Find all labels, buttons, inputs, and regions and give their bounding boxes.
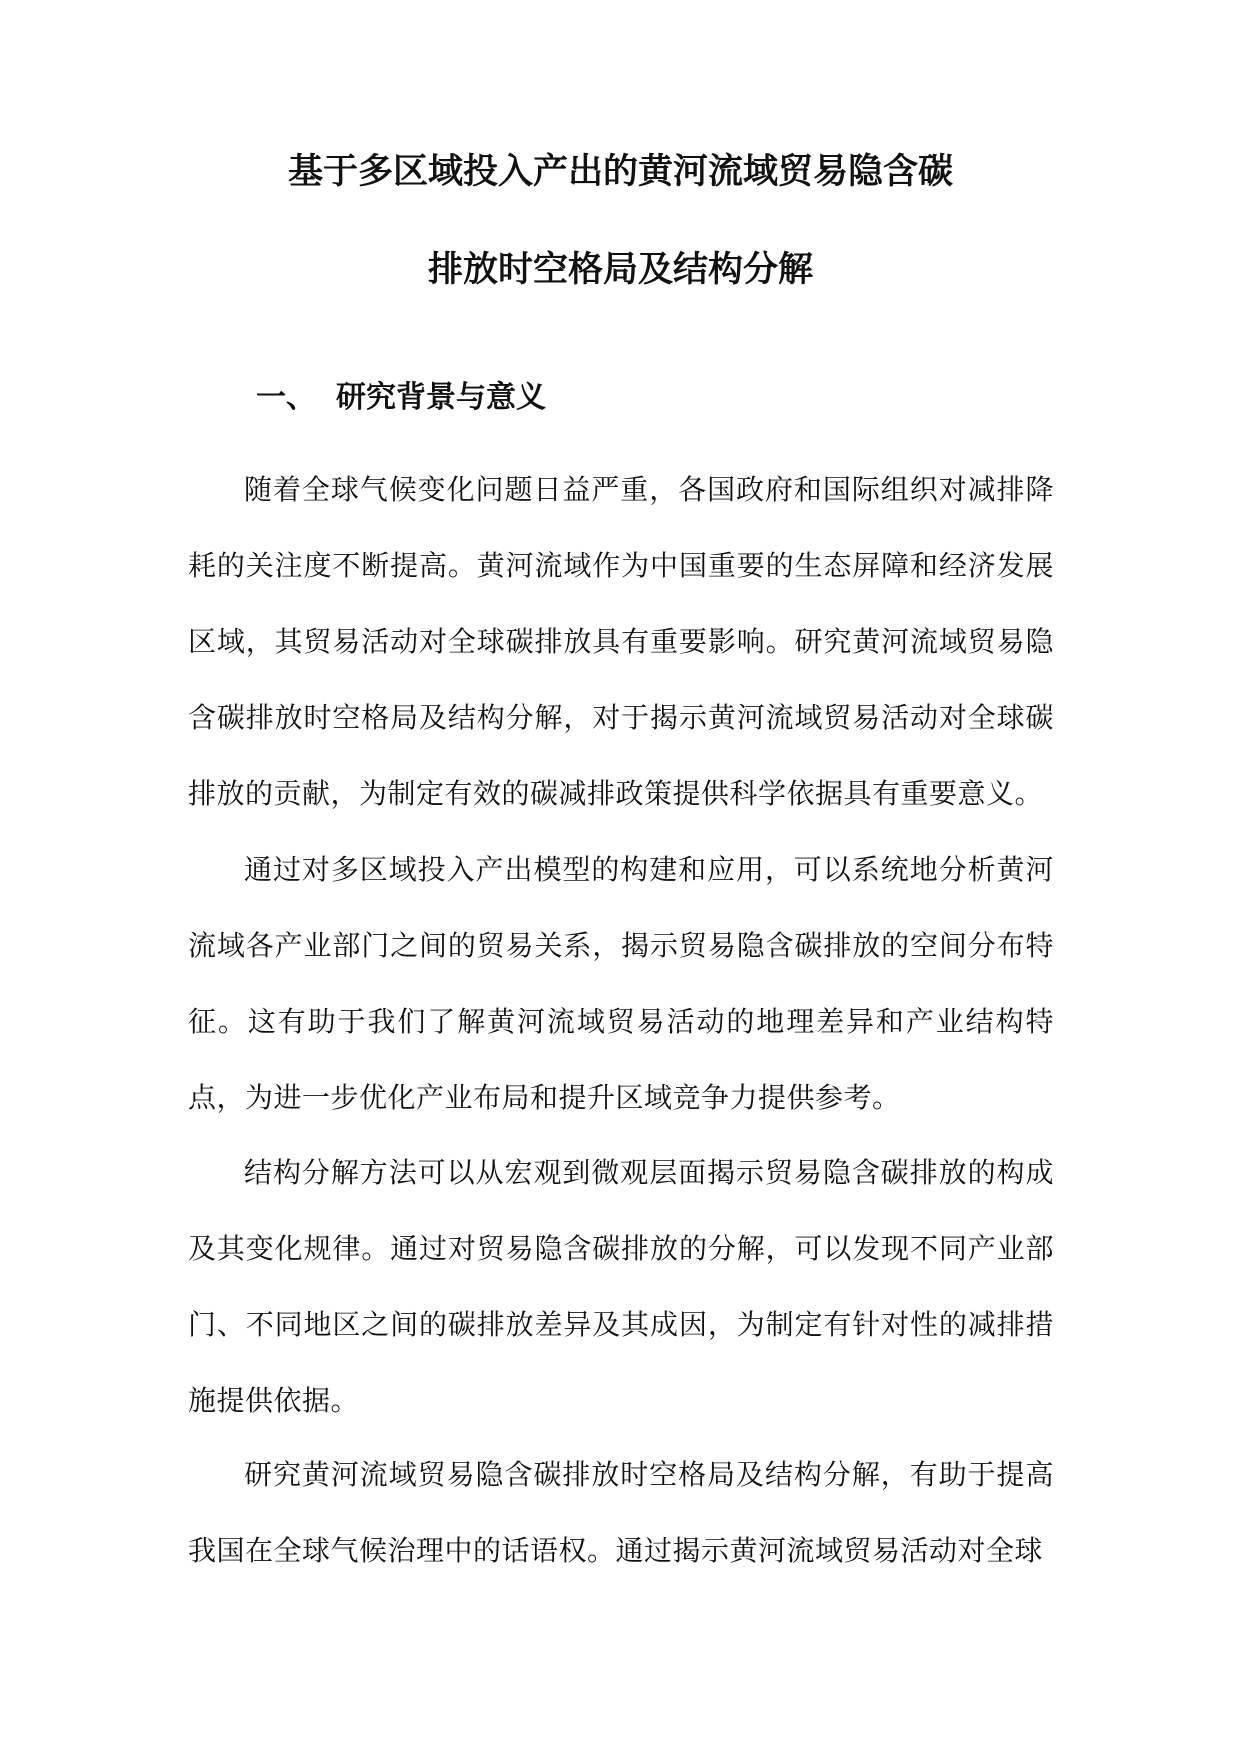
paragraph-3: 结构分解方法可以从宏观到微观层面揭示贸易隐含碳排放的构成及其变化规律。通过对贸易隐含碳排放的分解，可以发现不同产业部门、不同地区之间的碳排放差异及其成因，为制定有针对性的减排措施提供依据。 [188,1156,1054,1417]
paragraph-2: 通过对多区域投入产出模型的构建和应用，可以系统地分析黄河流域各产业部门之间的贸易关系，揭示贸易隐含碳排放的空间分布特征。这有助于我们了解黄河流域贸易活动的地理差异和产业结构特点，为进一步优化产业布局和提升区域竞争力提供参考。 [188,853,1054,1114]
section-heading [256,378,546,418]
document-title-line-1: 基于多区域投入产出的黄河流域贸易隐含碳 [287,152,953,192]
document-title-line-2: 排放时空格局及结构分解 [427,250,813,290]
paragraph-1: 随着全球气候变化问题日益严重，各国政府和国际组织对减排降耗的关注度不断提高。黄河流域作为中国重要的生态屏障和经济发展区域，其贸易活动对全球碳排放具有重要影响。研究黄河流域贸易隐含碳排放时空格局及结构分解，对于揭示黄河流域贸易活动对全球碳排放的贡献，为制定有效的碳减排政策提供科学依据具有重要意义。 [188,473,1054,810]
section-number: 一、 [256,380,316,415]
section-title: 研究背景与意义 [336,380,546,415]
paragraph-4: 研究黄河流域贸易隐含碳排放时空格局及结构分解，有助于提高我国在全球气候治理中的话语权。通过揭示黄河流域贸易活动对全球 [188,1458,1054,1567]
